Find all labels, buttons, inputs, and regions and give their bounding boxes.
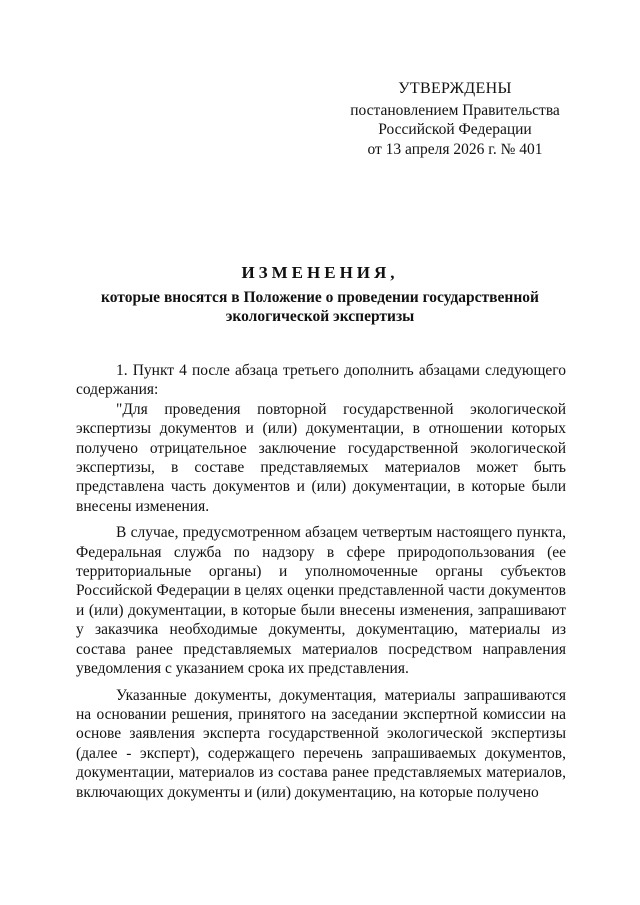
approval-line-2: Российской Федерации	[378, 121, 532, 138]
paragraph-1: 1. Пункт 4 после абзаца третьего дополнить абзацами следующего содержания:	[76, 362, 566, 399]
approval-line-3: от 13 апреля 2026 г. № 401	[367, 140, 543, 158]
approval-line-1: постановлением Правительства	[350, 101, 560, 119]
paragraph-3: В случае, предусмотренном абзацем четвертым настоящего пункта, Федеральная служба по надзору в сфере природопользования (ее территориальные органы) и уполномоченные органы субъектов Российской Федерации в целях оценки представленной части документов и (или) документации, в которые были внесены изменения, запрашивают у заказчика необходимые документы, документацию, материалы из состава ранее представляемых материалов посредством направления уведомления с указанием срока их представления.	[76, 524, 566, 678]
paragraph-4: Указанные документы, документация, материалы запрашиваются на основании решения, принятого на заседании экспертной комиссии на основе заявления эксперта государственной экологической экспертизы (далее - эксперт), содержащего перечень запрашиваемых документов, документации, материалов из состава ранее представляемых материалов, включающих документы и (или) документацию, на которые получено	[76, 686, 566, 801]
approval-block	[340, 79, 570, 159]
approval-heading: УТВЕРЖДЕНЫ	[398, 80, 512, 97]
document-title: ИЗМЕНЕНИЯ,	[241, 263, 399, 282]
paragraph-2: "Для проведения повторной государственной экологической экспертизы документов и (или) документации, в отношении которых получено отрицательное заключение государственной экологической экспертизы, в составе представляемых материалов может быть представлена часть документов и (или) документации, в которые были внесены изменения.	[76, 400, 566, 515]
document-subtitle: которые вносятся в Положение о проведении государственной экологической экспертизы	[101, 289, 539, 325]
document-body	[76, 361, 566, 809]
